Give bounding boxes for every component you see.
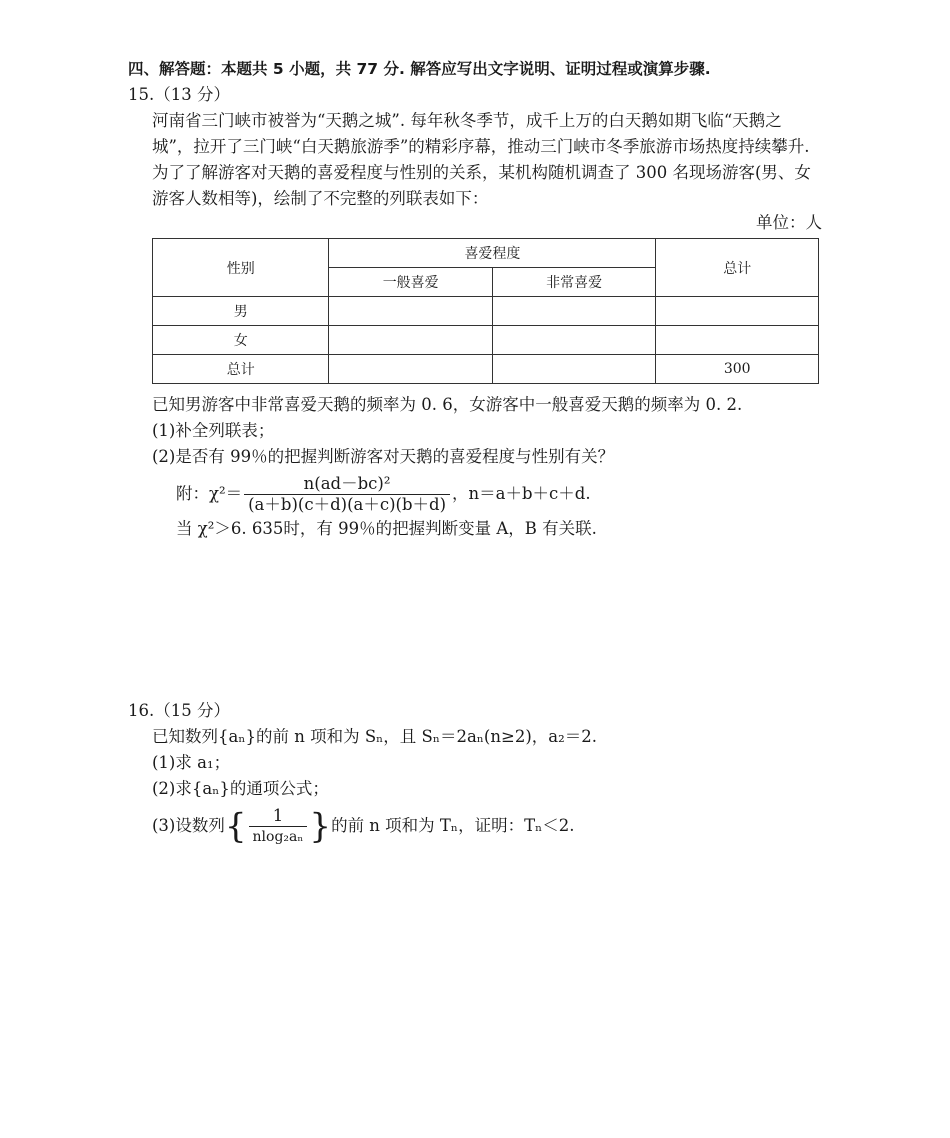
known-condition: 已知男游客中非常喜爱天鹅的频率为 0. 6，女游客中一般喜爱天鹅的频率为 0. 2. [152,395,743,414]
part-3-prefix: (3)设数列 [152,816,225,835]
table-cell [492,355,655,384]
table-cell [329,326,492,355]
question-15-stem-line-4: 游客人数相等)，绘制了不完整的列联表如下： [152,189,489,208]
question-15-part-1: (1)补全列联表； [152,421,275,440]
question-15-stem-line-3: 为了了解游客对天鹅的喜爱程度与性别的关系，某机构随机调查了 300 名现场游客(男、女 [152,163,811,182]
question-16-stem: 已知数列{aₙ}的前 n 项和为 Sₙ，且 Sₙ＝2aₙ(n≥2)，a₂＝2. [152,727,597,746]
grand-total-cell: 300 [656,355,819,384]
section-header: 四、解答题：本题共 5 小题，共 77 分. 解答应写出文字说明、证明过程或演算步骤. [128,60,711,78]
left-brace: { [224,806,247,847]
table-cell [656,297,819,326]
table-cell [329,355,492,384]
table-cell [492,326,655,355]
criterion-line: 当 χ²＞6. 635时，有 99％的把握判断变量 A，B 有关联. [176,519,597,538]
question-15-part-2: (2)是否有 99％的把握判断游客对天鹅的喜爱程度与性别有关？ [152,447,615,466]
sequence-denominator: nlog₂aₙ [252,829,304,845]
row-label-female: 女 [153,326,329,355]
contingency-table [152,238,819,384]
table-cell [329,297,492,326]
formula-fraction [244,474,450,515]
question-16-part-2: (2)求{aₙ}的通项公式； [152,779,329,798]
header-very-like: 非常喜爱 [492,268,655,297]
chi-square-formula [176,472,591,516]
question-15-number: 15.（13 分） [128,85,230,104]
header-gender: 性别 [153,239,329,297]
right-brace: } [309,806,332,847]
header-preference-group: 喜爱程度 [329,239,656,268]
row-label-male: 男 [153,297,329,326]
question-15-stem-line-1: 河南省三门峡市被誉为“天鹅之城”. 每年秋冬季节，成千上万的白天鹅如期飞临“天鹅之 [152,111,782,130]
question-15-stem-line-2: 城”，拉开了三门峡“白天鹅旅游季”的精彩序幕，推动三门峡市冬季旅游市场热度持续攀升. [152,137,810,156]
row-label-total: 总计 [153,355,329,384]
header-total: 总计 [656,239,819,297]
appendix-label: 附：χ²＝ [176,484,243,503]
formula-denominator: (a＋b)(c＋d)(a＋c)(b＋d) [248,495,447,514]
table-row [153,297,819,326]
sequence-numerator: 1 [249,806,308,827]
table-row [153,355,819,384]
table-cell [656,326,819,355]
sequence-fraction [249,806,308,847]
question-16-part-3 [152,804,574,848]
formula-numerator: n(ad－bc)² [244,474,450,495]
table-cell [492,297,655,326]
header-general-like: 一般喜爱 [329,268,492,297]
part-3-suffix: 的前 n 项和为 Tₙ，证明：Tₙ＜2. [331,816,575,835]
question-16-part-1: (1)求 a₁； [152,753,231,772]
question-16-number: 16.（15 分） [128,701,230,720]
unit-label: 单位：人 [756,213,822,232]
table-row [153,326,819,355]
formula-tail: ，n＝a＋b＋c＋d. [452,484,591,503]
